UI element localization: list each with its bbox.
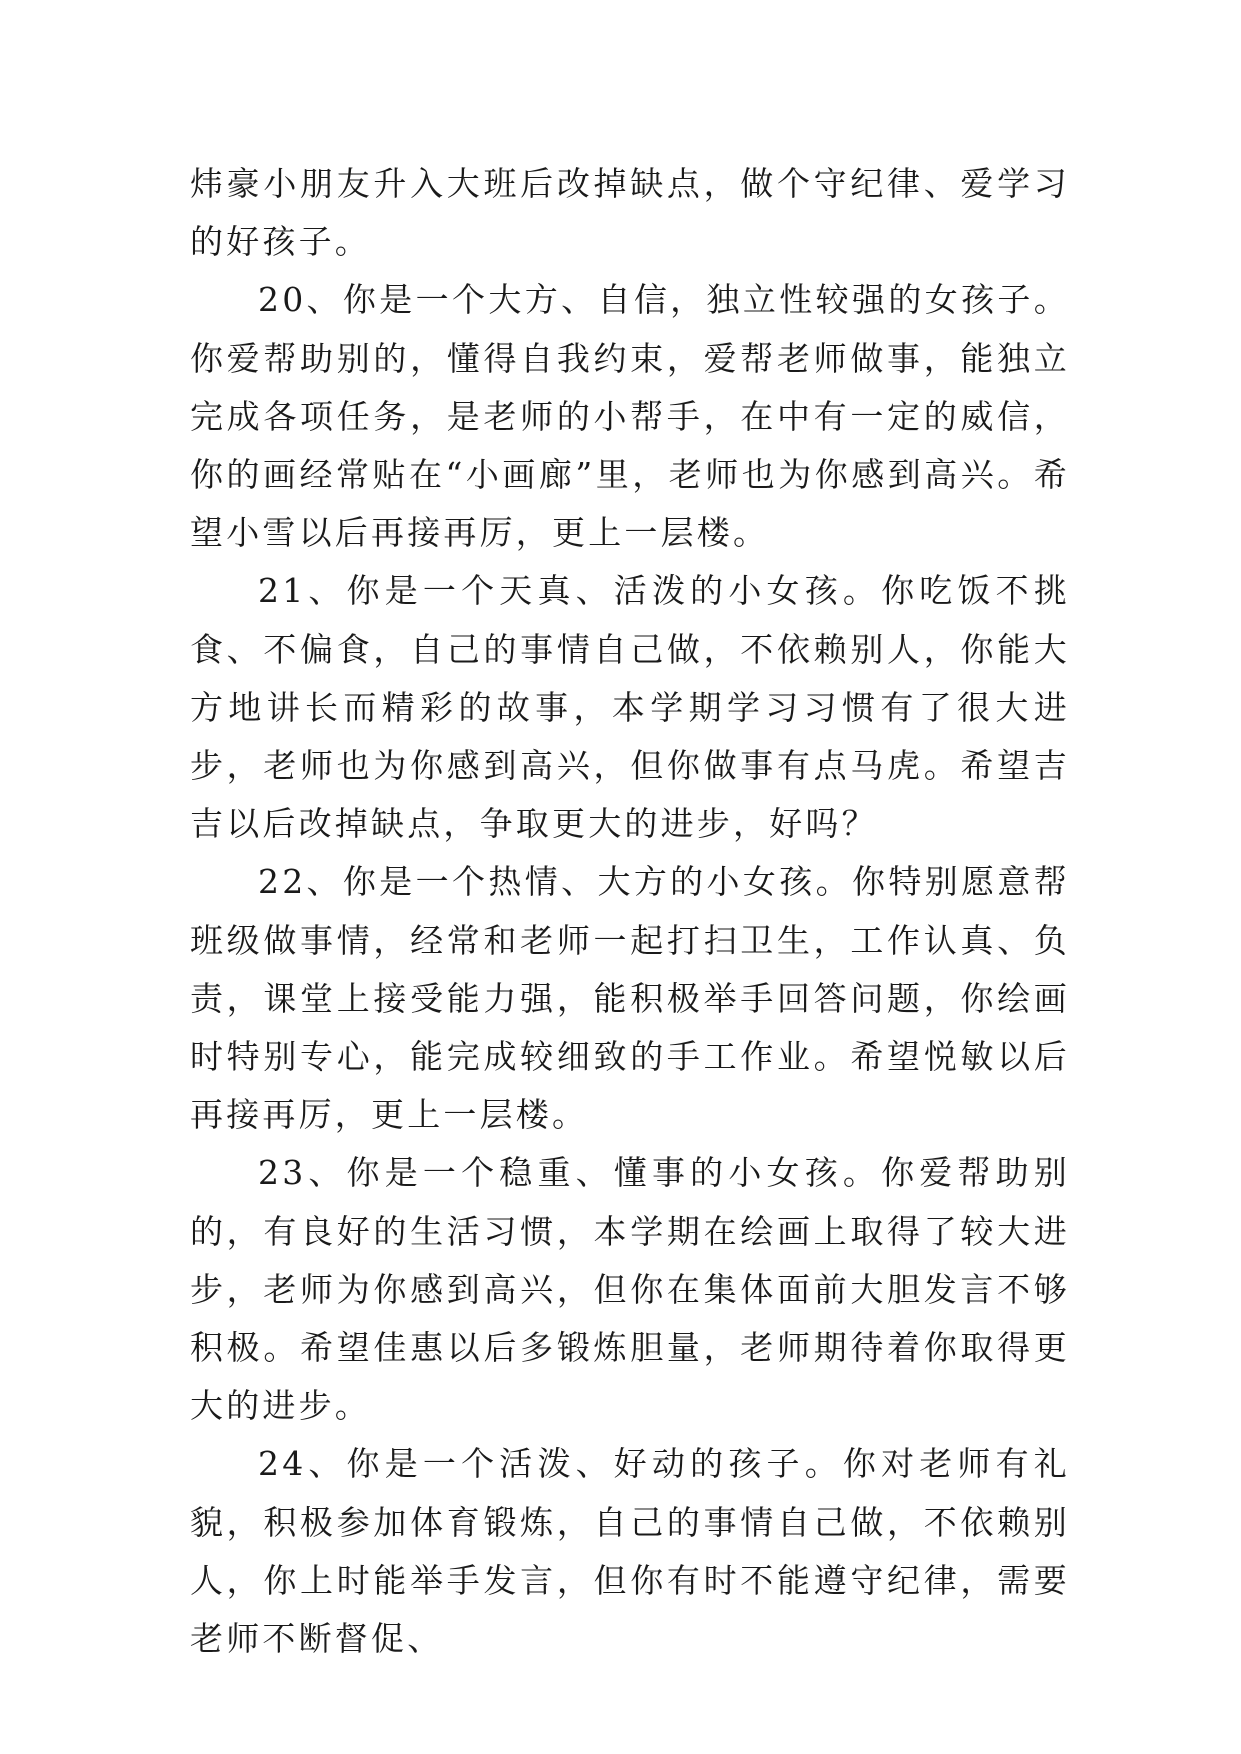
paragraph-comment-23: 23、你是一个稳重、懂事的小女孩。你爱帮助别的，有良好的生活习惯，本学期在绘画上取得了较大进步，老师为你感到高兴，但你在集体面前大胆发言不够积极。希望佳惠以后多锻炼胆量，老师期待着你取得更大的进步。 — [190, 1153, 1070, 1426]
paragraph-comment-20: 20、你是一个大方、自信，独立性较强的女孩子。你爱帮助别的，懂得自我约束，爱帮老师做事，能独立完成各项任务，是老师的小帮手，在中有一定的威信，你的画经常贴在“小画廊”里，老师也为你感到高兴。希望小雪以后再接再厉，更上一层楼。 — [190, 280, 1070, 553]
paragraph-comment-24: 24、你是一个活泼、好动的孩子。你对老师有礼貌，积极参加体育锻炼，自己的事情自己做，不依赖别人，你上时能举手发言，但你有时不能遵守纪律，需要老师不断督促、 — [190, 1444, 1070, 1659]
document-page — [190, 155, 1070, 1668]
paragraph-comment-21: 21、你是一个天真、活泼的小女孩。你吃饭不挑食、不偏食，自己的事情自己做，不依赖别人，你能大方地讲长而精彩的故事，本学期学习习惯有了很大进步，老师也为你感到高兴，但你做事有点马虎。希望吉吉以后改掉缺点，争取更大的进步，好吗？ — [190, 571, 1070, 844]
paragraph-comment-22: 22、你是一个热情、大方的小女孩。你特别愿意帮班级做事情，经常和老师一起打扫卫生，工作认真、负责，课堂上接受能力强，能积极举手回答问题，你绘画时特别专心，能完成较细致的手工作业。希望悦敏以后再接再厉，更上一层楼。 — [190, 862, 1070, 1135]
paragraph-continuation: 炜豪小朋友升入大班后改掉缺点，做个守纪律、爱学习的好孩子。 — [190, 164, 1070, 262]
